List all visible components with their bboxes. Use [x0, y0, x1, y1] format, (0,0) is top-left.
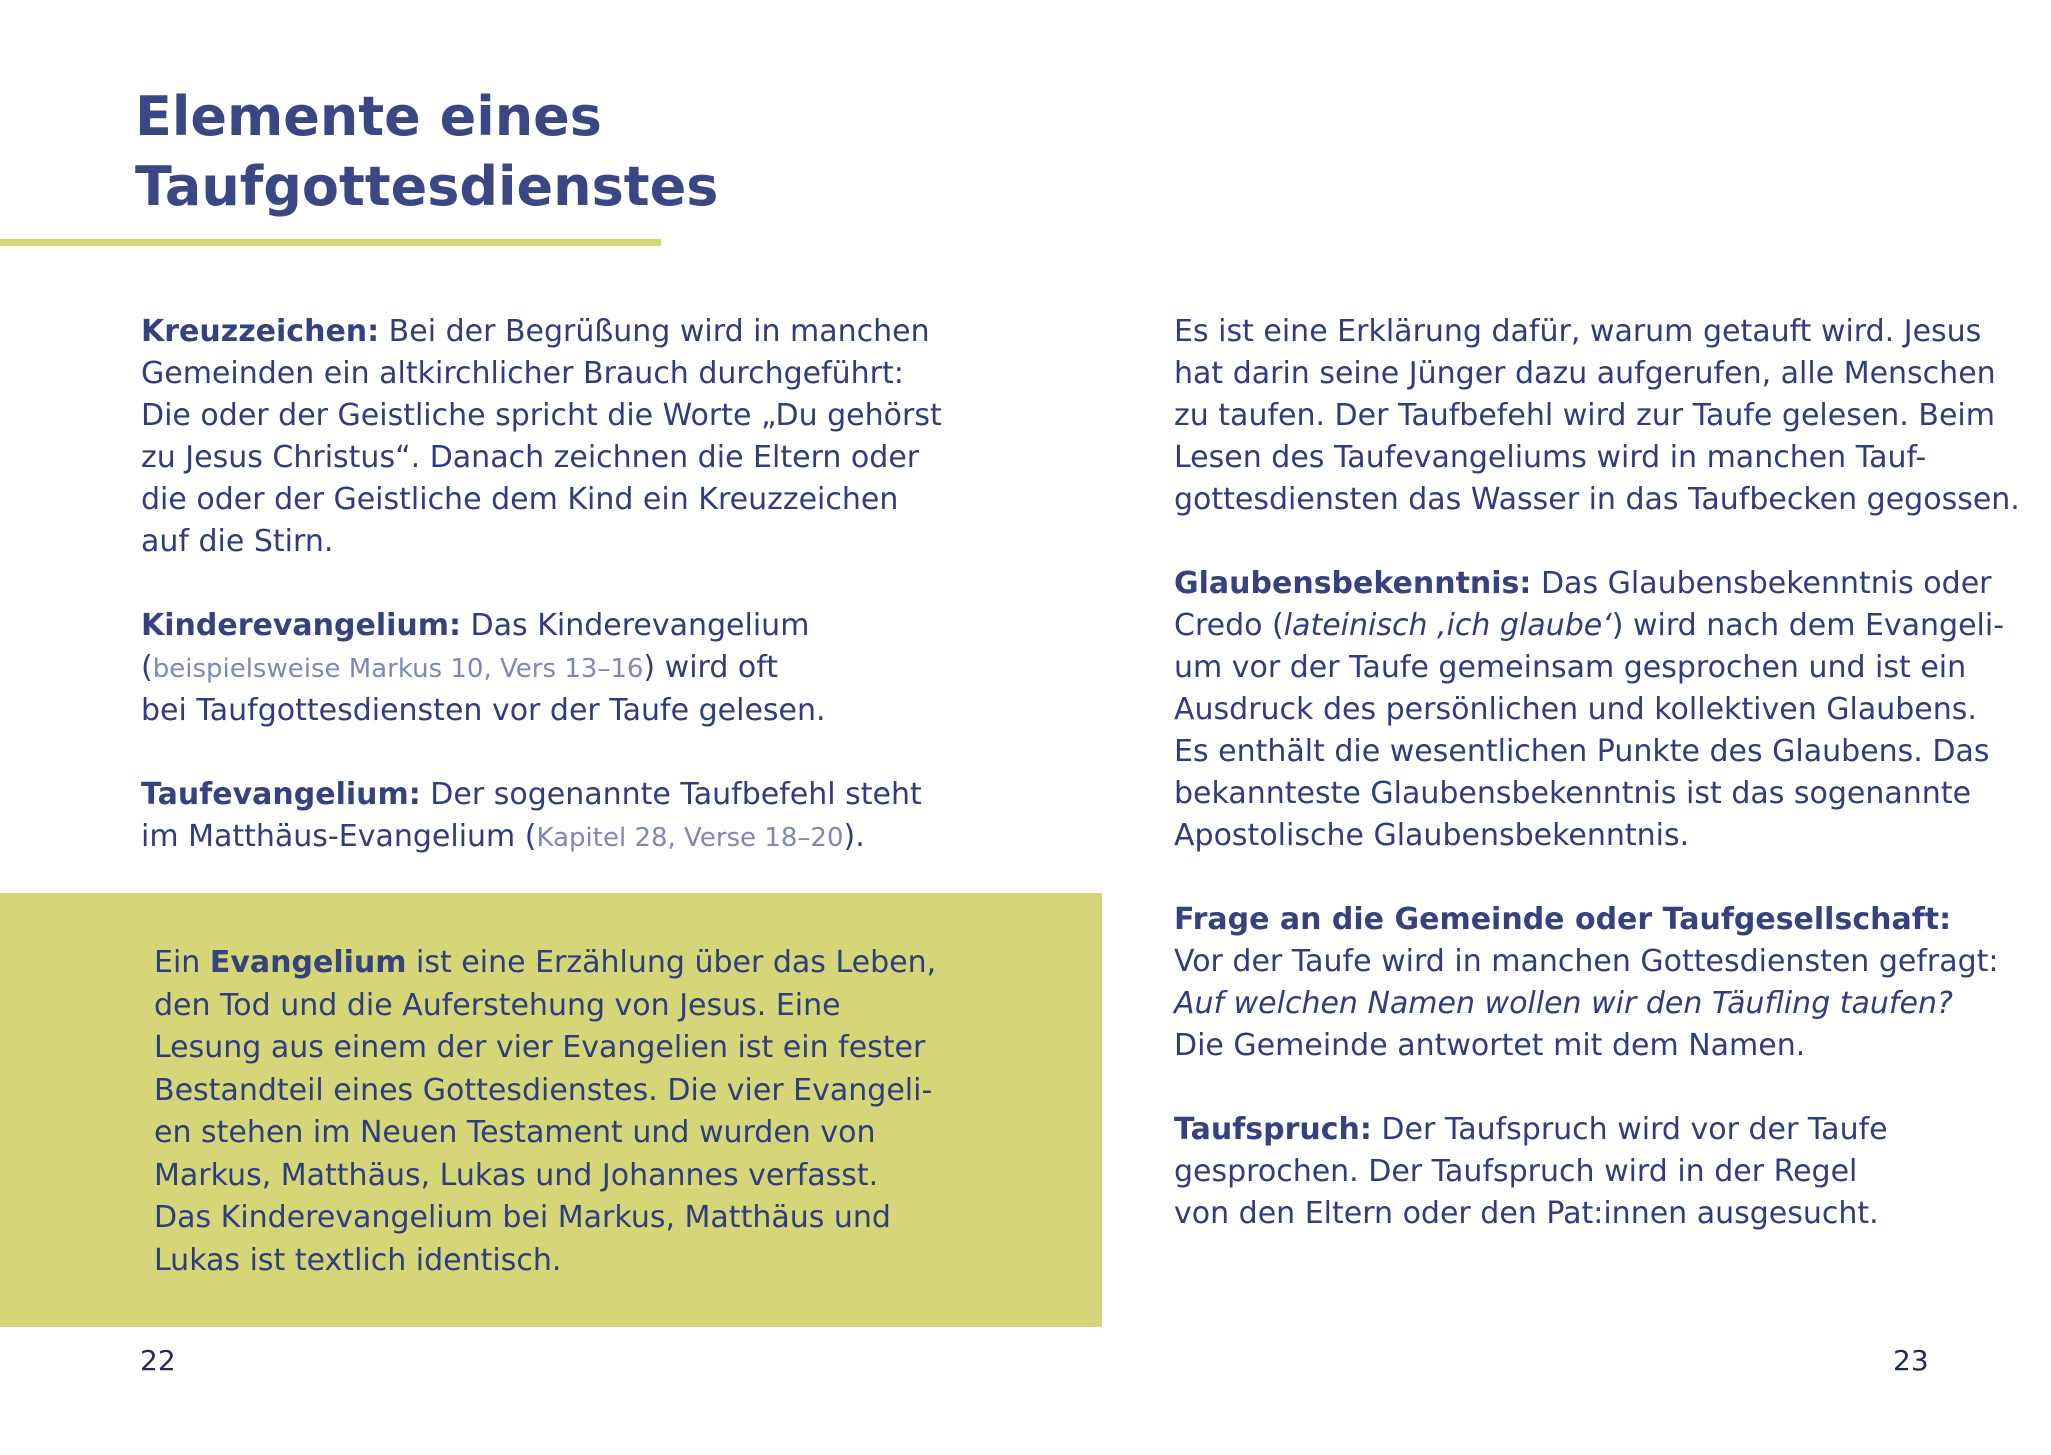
- term-glaubensbekenntnis: Glaubensbekenntnis:: [1174, 566, 1532, 601]
- section-frage: Frage an die Gemeinde oder Taufgesellschaft: Vor der Taufe wird in manchen Gottesdiensten gefragt: Auf welchen Namen wollen wir den Täufling taufen? Die Gemeinde antwortet mit dem Namen.: [1174, 899, 1994, 1067]
- term-kinderevangelium: Kinderevangelium:: [141, 608, 462, 643]
- page-number-right: 23: [1893, 1344, 1929, 1377]
- section-taufspruch: Taufspruch: Der Taufspruch wird vor der Taufe gesprochen. Der Taufspruch wird in der Regel von den Eltern oder den Pat:innen ausgesucht.: [1174, 1112, 1888, 1231]
- term-taufspruch: Taufspruch:: [1174, 1112, 1372, 1147]
- section-kreuzzeichen: Kreuzzeichen: Bei der Begrüßung wird in manchen Gemeinden ein altkirchlicher Brauch durchgeführt: Die oder der Geistliche spricht die Worte „Du gehörst zu Jesus Christus“. Danach zeichnen die Eltern oder die oder der Geistliche dem Kind ein Kreuzzeichen auf die Stirn.: [141, 314, 942, 559]
- term-taufevangelium: Taufevangelium:: [141, 777, 421, 812]
- title-line-2: Taufgottesdienstes: [135, 155, 719, 218]
- term-kreuzzeichen: Kreuzzeichen:: [141, 314, 380, 349]
- section-taufevangelium: Taufevangelium: Der sogenannte Taufbefehl steht im Matthäus-Evangelium (Kapitel 28, Verse 18–20).: [141, 777, 922, 854]
- title-underline: [0, 239, 661, 246]
- page-title: [135, 82, 718, 222]
- term-evangelium: Evangelium: [209, 945, 407, 980]
- term-frage: Frage an die Gemeinde oder Taufgesellschaft:: [1174, 902, 1952, 937]
- left-column: [141, 311, 942, 859]
- bible-reference: Kapitel 28, Verse 18–20: [536, 823, 844, 853]
- info-box-text: Ein Evangelium ist eine Erzählung über das Leben, den Tod und die Auferstehung von Jesus. Eine Lesung aus einem der vier Evangelien ist ein fester Bestandteil eines Gottesdienstes. Die vier Evangeli- en stehen im Neuen Testament und wurden von Markus, Matthäus, Lukas und Johannes verfasst. Das Kinderevangelium bei Markus, Matthäus und Lukas ist textlich identisch.: [154, 945, 937, 1278]
- right-column: [1174, 311, 2020, 1235]
- section-glaubensbekenntnis: Glaubensbekenntnis: Das Glaubensbekenntnis oder Credo (lateinisch ‚ich glaube‘) wird nach dem Evangeli- um vor der Taufe gemeinsam gesprochen und ist ein Ausdruck des persönlichen und kollektiven Glaubens. Es enthält die wesentlichen Punkte des Glaubens. Das bekannteste Glaubensbekenntnis ist das sogenannte Apostolische Glaubensbekenntnis.: [1174, 566, 2005, 853]
- page-number-left: 22: [140, 1344, 176, 1377]
- title-line-1: Elemente eines: [135, 85, 602, 148]
- bible-reference: beispielsweise Markus 10, Vers 13–16: [152, 654, 644, 684]
- section-intro: Es ist eine Erklärung dafür, warum getauft wird. Jesus hat darin seine Jünger dazu aufgerufen, alle Menschen zu taufen. Der Taufbefehl wird zur Taufe gelesen. Beim Lesen des Taufevangeliums wird in manchen Tauf- gottesdiensten das Wasser in das Taufbecken gegossen.: [1174, 314, 2020, 517]
- section-kinderevangelium: Kinderevangelium: Das Kinderevangelium (beispielsweise Markus 10, Vers 13–16) wird oft bei Taufgottesdiensten vor der Taufe gelesen.: [141, 608, 826, 728]
